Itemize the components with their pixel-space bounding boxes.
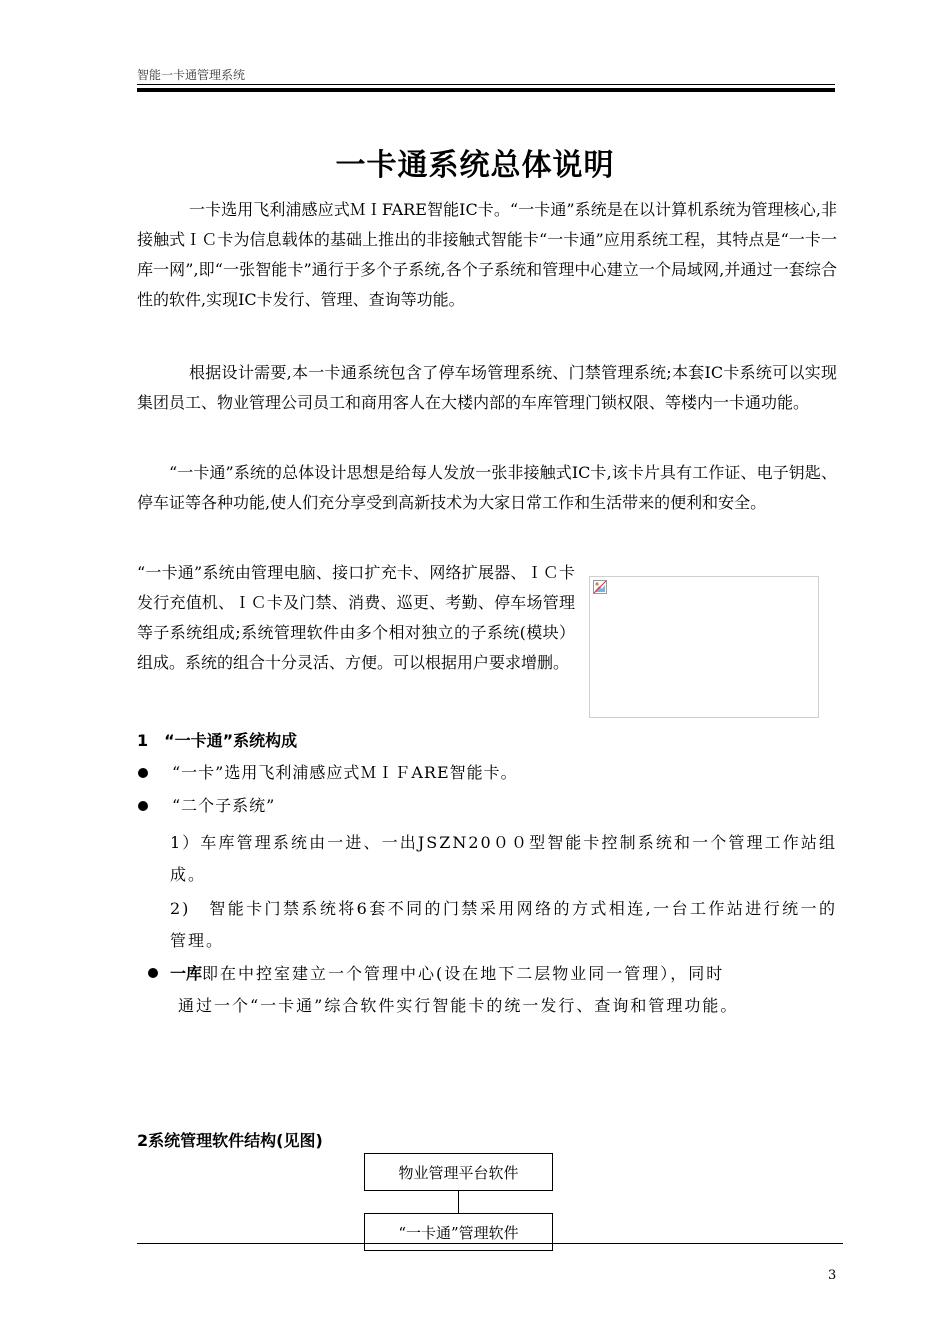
- flow-box-card-software: “一卡通”管理软件: [364, 1213, 553, 1251]
- bullet-line1: 即在中控室建立一个管理中心(设在地下二层物业同一管理），同时: [202, 964, 725, 983]
- paragraph-composition: “一卡通”系统由管理电脑、接口扩充卡、网络扩展器、ＩＣ卡发行充值机、ＩＣ卡及门禁、消费、巡更、考勤、停车场管理等子系统组成;系统管理软件由多个相对独立的子系统(模块）组成。系统的组合十分灵活、方便。可以根据用户要求增删。: [137, 563, 575, 672]
- bullet-dot: [138, 768, 148, 778]
- broken-image-icon: [593, 580, 607, 594]
- bullet-dot: [148, 968, 158, 978]
- bullet-dot: [138, 801, 148, 811]
- bullet-line2: 通过一个“一卡通”综合软件实行智能卡的统一发行、查询和管理功能。: [178, 996, 739, 1015]
- sub-item-garage: 1）车库管理系统由一进、一出JSZN20００型智能卡控制系统和一个管理工作站组成。: [170, 833, 837, 884]
- flow-connector: [458, 1190, 459, 1213]
- page-number: 3: [828, 1268, 837, 1283]
- header-text: 智能一卡通管理系统: [137, 68, 246, 82]
- header-divider-thin: [137, 84, 835, 85]
- flow-box-property-platform: 物业管理平台软件: [364, 1153, 553, 1191]
- bullet-one-card: “一卡”选用飞利浦感应式ＭＩＦARE智能卡。: [172, 763, 518, 782]
- section1-heading: 1 “一卡通”系统构成: [137, 731, 298, 750]
- paragraph-intro: 一卡选用飞利浦感应式ＭＩFARE智能IC卡。“一卡通”系统是在以计算机系统为管理核心,非接触式ＩＣ卡为信息载体的基础上推出的非接触式智能卡“一卡通”应用系统工程，其特点是“一卡一库一网”,即“一张智能卡”通行于多个子系统,各个子系统和管理中心建立一个局域网,并通过一套综合性的软件,实现IC卡发行、管理、查询等功能。: [137, 200, 837, 309]
- image-frame: [589, 576, 819, 718]
- bullet-one-database: [170, 958, 837, 1022]
- bullet-two-subsystems: “二个子系统”: [172, 796, 276, 815]
- sub-item-access-control: 2) 智能卡门禁系统将6套不同的门禁采用网络的方式相连,一台工作站进行统一的管理。: [170, 899, 837, 950]
- paragraph-design: 根据设计需要,本一卡通系统包含了停车场管理系统、门禁管理系统;本套IC卡系统可以实现集团员工、物业管理公司员工和商用客人在大楼内部的车库管理门锁权限、等楼内一卡通功能。: [137, 363, 837, 412]
- page-title: 一卡通系统总体说明: [335, 148, 615, 183]
- header-divider-thick: [137, 88, 835, 92]
- section2-heading: 2系统管理软件结构(见图): [137, 1131, 323, 1150]
- bullet-lead: 一库: [170, 964, 203, 983]
- footer-divider: [137, 1243, 843, 1244]
- paragraph-concept: “一卡通”系统的总体设计思想是给每人发放一张非接触式IC卡,该卡片具有工作证、电子钥匙、停车证等各种功能,使人们充分享受到高新技术为大家日常工作和生活带来的便利和安全。: [137, 463, 837, 512]
